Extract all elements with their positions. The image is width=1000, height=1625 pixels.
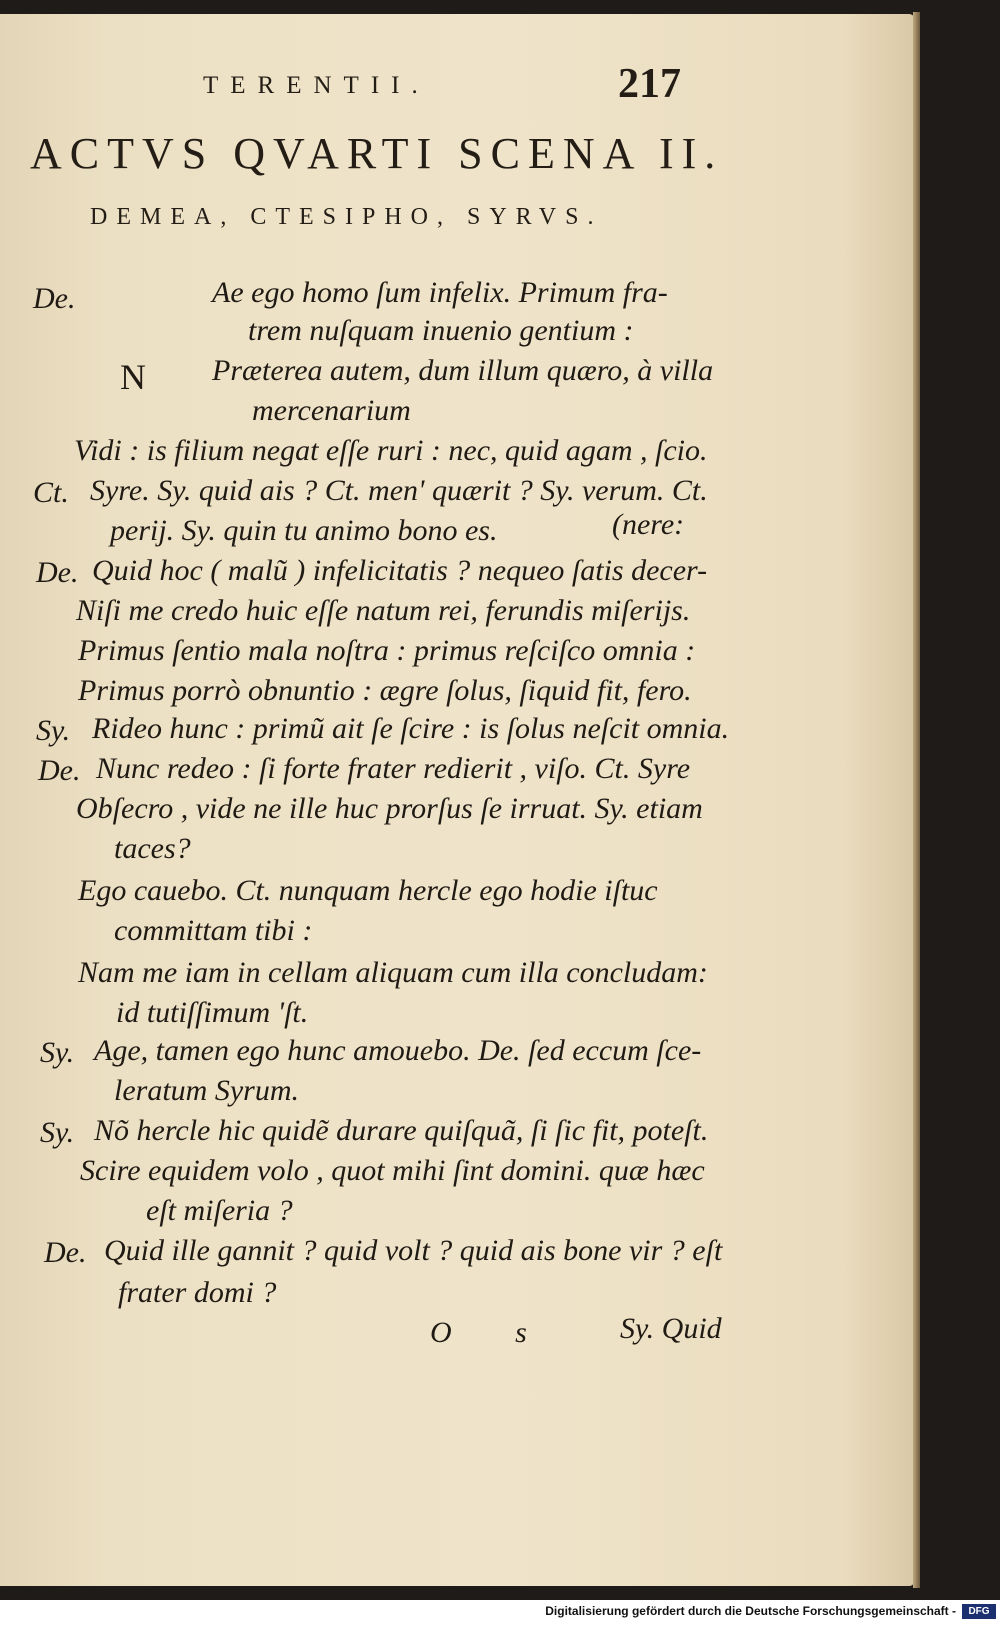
verse-line: Præterea autem, dum illum quæro, à villa <box>212 354 714 387</box>
drop-initial: N <box>120 357 146 397</box>
verse-line: Nam me iam in cellam aliquam cum illa concludam: <box>78 956 708 989</box>
verse-line: Niſi me credo huic eſſe natum rei, ferundis miſerijs. <box>76 594 691 627</box>
verse-line: Quid ille gannit ? quid volt ? quid ais bone vir ? eſt <box>104 1234 723 1267</box>
verse-line: Scire equidem volo , quot mihi ſint domini. quæ hæc <box>80 1154 705 1187</box>
verse-line: trem nuſquam inuenio gentium : <box>248 314 634 347</box>
verse-line: Nunc redeo : ſi forte frater redierit , viſo. Ct. Syre <box>96 752 691 785</box>
verse-line: eſt miſeria ? <box>146 1194 293 1227</box>
verse-line: id tutiſſimum 'ſt. <box>116 996 309 1029</box>
verse-line: perij. Sy. quin tu animo bono es. <box>110 514 498 547</box>
dfg-logo: DFG <box>962 1604 996 1619</box>
verse-line: Age, tamen ego hunc amouebo. De. ſed eccum ſce- <box>94 1034 702 1067</box>
speaker-label: Sy. <box>40 1116 75 1149</box>
speaker-label: Sy. <box>36 714 71 747</box>
book-page <box>0 14 915 1586</box>
speaker-label: De. <box>36 556 79 589</box>
signature-mark: O s <box>430 1316 555 1349</box>
speaker-label: Sy. <box>40 1036 75 1069</box>
speaker-label: De. <box>44 1236 87 1269</box>
verse-line: mercenarium <box>252 394 411 427</box>
verse-line: taces? <box>114 832 191 865</box>
speaker-label: De. <box>38 754 81 787</box>
verse-line: (nere: <box>612 508 685 541</box>
cast-list: DEMEA, CTESIPHO, SYRVS. <box>90 204 603 230</box>
verse-line: Quid hoc ( malũ ) infelicitatis ? nequeo ſatis decer- <box>92 554 708 587</box>
page-edge-shadow <box>913 12 920 1588</box>
funding-credit: Digitalisierung gefördert durch die Deutsche Forschungsgemeinschaft - <box>545 1604 956 1618</box>
act-title: ACTVS QVARTI SCENA II. <box>30 129 724 178</box>
verse-line: Rideo hunc : primũ ait ſe ſcire : is ſolus neſcit omnia. <box>92 712 730 745</box>
verse-line: Primus porrò obnuntio : ægre ſolus, ſiquid fit, fero. <box>78 674 692 707</box>
page-number: 217 <box>618 61 681 107</box>
verse-line: Nõ hercle hic quidẽ durare quiſquã, ſi ſic fit, poteſt. <box>94 1114 709 1147</box>
speaker-label: De. <box>33 282 76 315</box>
verse-line: committam tibi : <box>114 914 313 947</box>
verse-line: leratum Syrum. <box>114 1074 299 1107</box>
speaker-label: Ct. <box>33 476 69 509</box>
verse-line: Vidi : is filium negat eſſe ruri : nec, quid agam , ſcio. <box>74 434 708 467</box>
verse-line: Syre. Sy. quid ais ? Ct. men' quærit ? Sy. verum. Ct. <box>90 474 708 507</box>
footer-bar <box>0 1600 1000 1625</box>
verse-line: frater domi ? <box>118 1276 277 1309</box>
catchword: Sy. Quid <box>620 1312 722 1345</box>
verse-line: Obſecro , vide ne ille huc prorſus ſe irruat. Sy. etiam <box>76 792 703 825</box>
verse-line: Primus ſentio mala noſtra : primus reſciſco omnia : <box>78 634 696 667</box>
running-head: TERENTII. <box>203 72 430 99</box>
verse-line: Ego cauebo. Ct. nunquam hercle ego hodie iſtuc <box>78 874 658 907</box>
verse-line: Ae ego homo ſum infelix. Primum fra- <box>212 276 668 309</box>
